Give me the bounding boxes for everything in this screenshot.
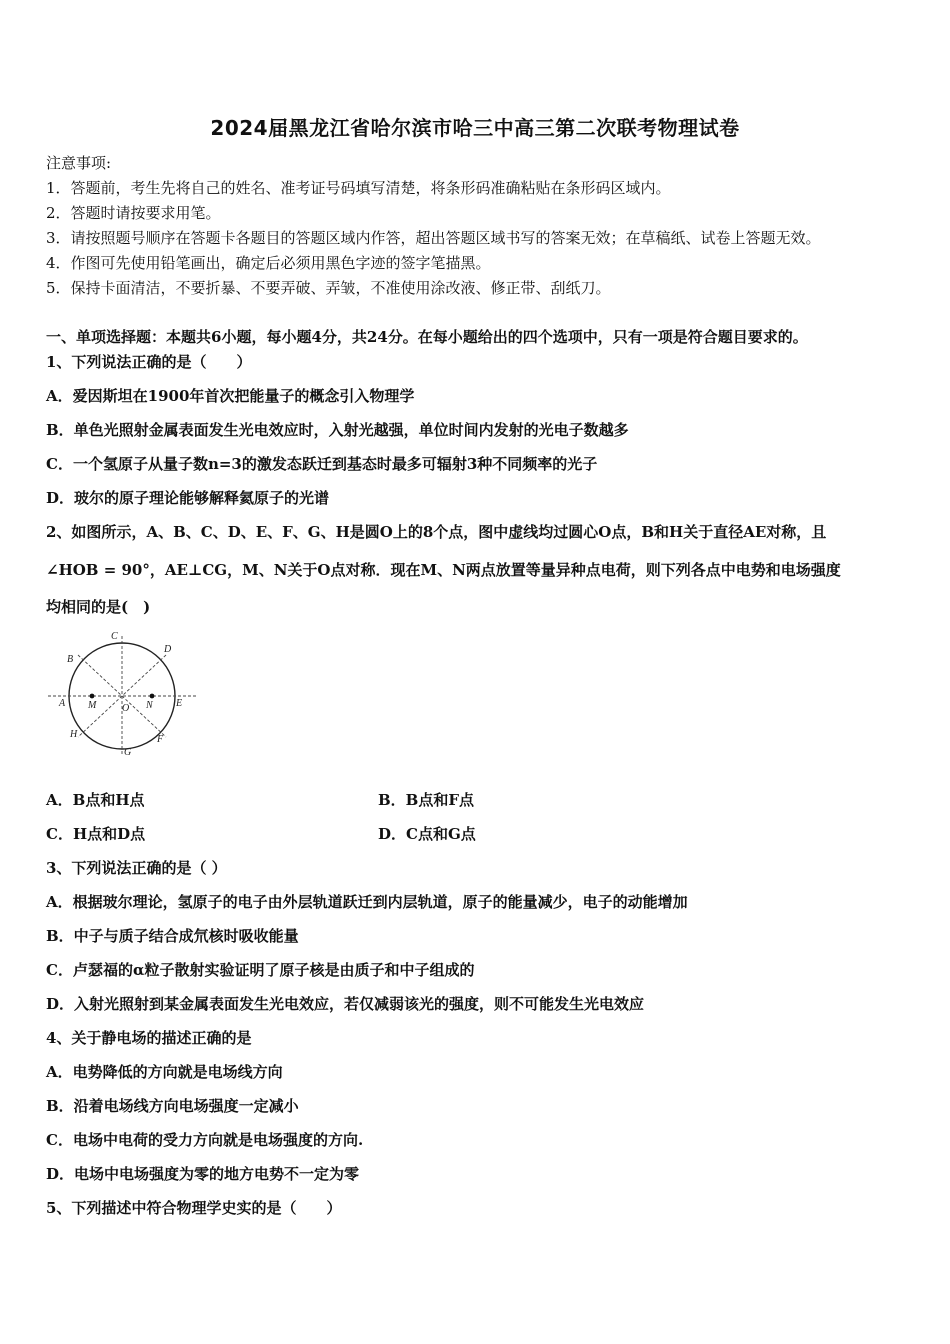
question-2-stem-line2: ∠HOB = 90°，AE⊥CG，M、N关于O点对称．现在M、N两点放置等量异种点电荷，则下列各点中电势和电场强度 bbox=[46, 561, 841, 579]
label-c: C bbox=[111, 631, 118, 642]
question-2-option-d: D．C点和G点 bbox=[378, 825, 476, 843]
question-2-option-a: A．B点和H点 bbox=[46, 791, 145, 809]
question-3-option-a: A．根据玻尔理论，氢原子的电子由外层轨道跃迁到内层轨道，原子的能量减少，电子的动能增加 bbox=[46, 893, 688, 911]
note-item: 2．答题时请按要求用笔。 bbox=[46, 204, 221, 222]
question-1-option-a: A．爱因斯坦在1900年首次把能量子的概念引入物理学 bbox=[46, 387, 415, 405]
question-2-stem-line3: 均相同的是( ) bbox=[46, 598, 151, 616]
label-f: F bbox=[157, 734, 164, 745]
question-5-stem: 5、下列描述中符合物理学史实的是（ ） bbox=[46, 1199, 342, 1217]
note-item: 4．作图可先使用铅笔画出，确定后必须用黑色字迹的签字笔描黑。 bbox=[46, 254, 491, 272]
label-e: E bbox=[176, 698, 183, 709]
label-g: G bbox=[124, 747, 132, 758]
question-3-option-b: B．中子与质子结合成氘核时吸收能量 bbox=[46, 927, 299, 945]
note-item: 1．答题前，考生先将自己的姓名、准考证号码填写清楚，将条形码准确粘贴在条形码区域内。 bbox=[46, 179, 671, 197]
label-b: B bbox=[67, 654, 74, 665]
notes-heading: 注意事项: bbox=[46, 154, 112, 172]
label-o: O bbox=[122, 703, 130, 714]
note-item: 3．请按照题号顺序在答题卡各题目的答题区域内作答，超出答题区域书写的答案无效；在草稿纸、试卷上答题无效。 bbox=[46, 229, 821, 247]
question-3-option-d: D．入射光照射到某金属表面发生光电效应，若仅减弱该光的强度，则不可能发生光电效应 bbox=[46, 995, 645, 1013]
question-2-option-c: C．H点和D点 bbox=[46, 825, 146, 843]
circle-diagram bbox=[44, 626, 200, 758]
note-item: 5．保持卡面清洁，不要折暴、不要弄破、弄皱，不准使用涂改液、修正带、刮纸刀。 bbox=[46, 279, 611, 297]
question-2-stem-line1: 2、如图所示，A、B、C、D、E、F、G、H是圆O上的8个点，图中虚线均过圆心O点，B和H关于直径AE对称，且 bbox=[46, 523, 827, 541]
question-2-option-b: B．B点和F点 bbox=[378, 791, 475, 809]
question-1-option-c: C．一个氢原子从量子数n=3的激发态跃迁到基态时最多可辐射3种不同频率的光子 bbox=[46, 455, 598, 473]
question-1-option-d: D．玻尔的原子理论能够解释氦原子的光谱 bbox=[46, 489, 330, 507]
label-d: D bbox=[164, 644, 172, 655]
label-a: A bbox=[59, 698, 66, 709]
question-4-option-a: A．电势降低的方向就是电场线方向 bbox=[46, 1063, 283, 1081]
label-h: H bbox=[70, 729, 78, 740]
question-4-option-c: C．电场中电荷的受力方向就是电场强度的方向. bbox=[46, 1131, 364, 1149]
label-m: M bbox=[88, 700, 97, 711]
section-heading: 一、单项选择题：本题共6小题，每小题4分，共24分。在每小题给出的四个选项中，只有一项是符合题目要求的。 bbox=[46, 328, 808, 346]
question-1-stem: 1、下列说法正确的是（ ） bbox=[46, 353, 252, 371]
question-4-option-b: B．沿着电场线方向电场强度一定减小 bbox=[46, 1097, 299, 1115]
point-n bbox=[150, 694, 155, 699]
question-1-option-b: B．单色光照射金属表面发生光电效应时，入射光越强，单位时间内发射的光电子数越多 bbox=[46, 421, 629, 439]
page-title: 2024届黑龙江省哈尔滨市哈三中高三第二次联考物理试卷 bbox=[210, 116, 740, 140]
question-3-option-c: C．卢瑟福的α粒子散射实验证明了原子核是由质子和中子组成的 bbox=[46, 961, 475, 979]
question-4-option-d: D．电场中电场强度为零的地方电势不一定为零 bbox=[46, 1165, 360, 1183]
question-4-stem: 4、关于静电场的描述正确的是 bbox=[46, 1029, 252, 1047]
question-3-stem: 3、下列说法正确的是（ ） bbox=[46, 859, 227, 877]
label-n: N bbox=[146, 700, 153, 711]
point-m bbox=[90, 694, 95, 699]
